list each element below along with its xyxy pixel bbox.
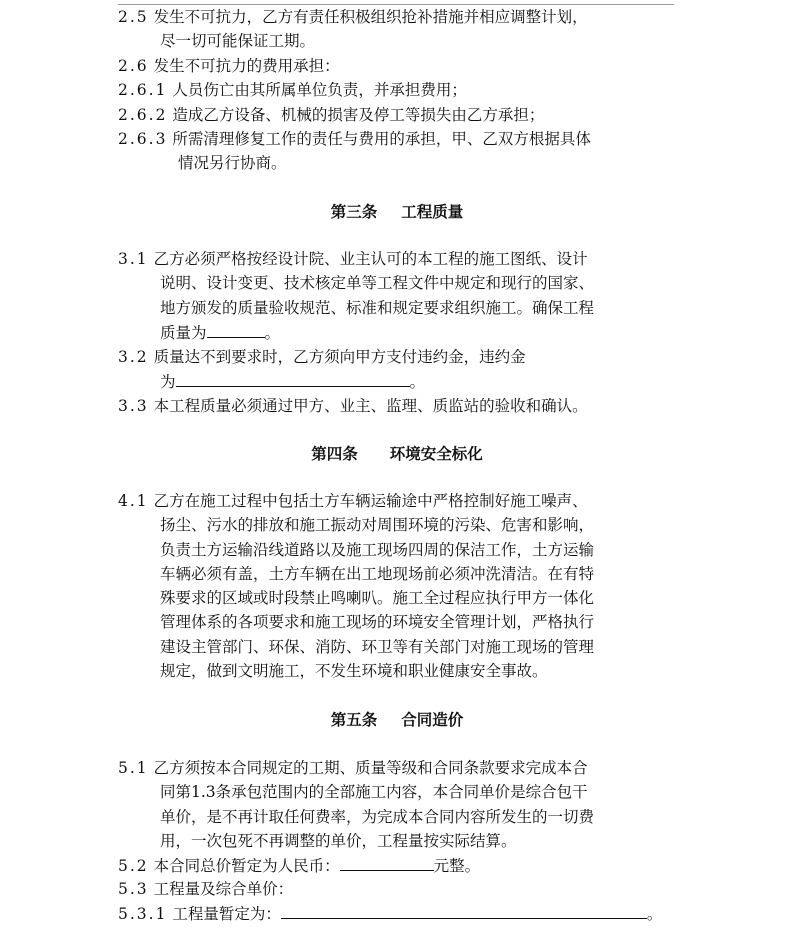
clause-end: 。 xyxy=(409,373,426,392)
clause-2-6-1 xyxy=(118,78,678,102)
heading-article: 第四条 xyxy=(311,445,358,463)
clause-text: 造成乙方设备、机械的损害及停工等损失由乙方承担； xyxy=(172,106,545,124)
clause-text: 乙方在施工过程中包括土方车辆运输途中严格控制好施工噪声、 xyxy=(153,492,588,510)
clause-3-3 xyxy=(118,394,678,418)
clause-number: 3.2 xyxy=(118,348,149,366)
clause-text: 质量为 xyxy=(160,323,207,342)
clause-text: 工程量暂定为： xyxy=(172,905,281,923)
clause-number: 3.1 xyxy=(118,250,149,268)
clause-end: 。 xyxy=(264,323,281,342)
clause-text: 建设主管部门、环保、消防、环卫等有关部门对施工现场的管理 xyxy=(160,637,595,656)
clause-5-3-1 xyxy=(118,901,678,925)
clause-text: 本合同总价暂定为人民币： xyxy=(153,857,340,875)
clause-text: 为 xyxy=(160,373,176,392)
quantity-blank[interactable] xyxy=(281,901,647,919)
clause-4-1 xyxy=(118,489,678,683)
heading-title: 环境安全标化 xyxy=(389,445,483,463)
clause-text: 殊要求的区域或时段禁止鸣喇叭。施工全过程应执行甲方一体化 xyxy=(160,589,595,608)
clause-3-1 xyxy=(118,247,678,344)
penalty-amount-blank[interactable] xyxy=(176,369,410,387)
clause-text: 本工程质量必须通过甲方、业主、监理、质监站的验收和确认。 xyxy=(153,397,588,415)
clause-2-6-3 xyxy=(118,127,678,176)
section-heading-3 xyxy=(0,200,794,224)
clause-number: 5.3 xyxy=(118,880,149,898)
clause-text: 情况另行协商。 xyxy=(178,154,287,173)
clause-number: 2.6 xyxy=(118,57,149,75)
clause-number: 2.6.3 xyxy=(118,130,168,148)
clause-text: 负责土方运输沿线道路以及施工现场四周的保洁工作，土方运输 xyxy=(160,540,595,559)
clause-number: 2.6.2 xyxy=(118,106,168,124)
clause-text: 发生不可抗力的费用承担： xyxy=(153,57,340,75)
quality-level-blank[interactable] xyxy=(207,320,265,338)
heading-article: 第五条 xyxy=(330,711,378,729)
clause-text: 发生不可抗力，乙方有责任积极组织抢补措施并相应调整计划， xyxy=(153,8,588,26)
clause-text: 质量达不到要求时，乙方须向甲方支付违约金，违约金 xyxy=(153,348,526,366)
clause-number: 5.3.1 xyxy=(118,905,168,923)
clause-text: 乙方须按本合同规定的工期、质量等级和合同条款要求完成本合 xyxy=(153,759,588,777)
clause-text: 所需清理修复工作的责任与费用的承担，甲、乙双方根据具体 xyxy=(172,130,591,148)
heading-title: 工程质量 xyxy=(401,203,464,221)
clause-2-5 xyxy=(118,5,678,54)
heading-article: 第三条 xyxy=(330,203,378,221)
section-heading-4 xyxy=(0,442,794,466)
clause-5-3 xyxy=(118,877,678,901)
total-price-blank[interactable] xyxy=(340,853,434,871)
clause-2-6 xyxy=(118,54,678,78)
clause-number: 4.1 xyxy=(118,492,149,510)
clause-3-2 xyxy=(118,345,678,394)
clause-text: 地方颁发的质量验收规范、标准和规定要求组织施工。确保工程 xyxy=(160,298,595,317)
heading-title: 合同造价 xyxy=(401,711,464,729)
clause-text: 人员伤亡由其所属单位负责，并承担费用； xyxy=(172,81,467,99)
clause-2-6-2 xyxy=(118,103,678,127)
clause-number: 2.5 xyxy=(118,8,149,26)
clause-text: 规定，做到文明施工，不发生环境和职业健康安全事故。 xyxy=(160,662,548,681)
clause-number: 5.1 xyxy=(118,759,149,777)
section-heading-5 xyxy=(0,708,794,732)
clause-text: 工程量及综合单价： xyxy=(153,880,294,898)
clause-text: 扬尘、污水的排放和施工振动对周围环境的污染、危害和影响， xyxy=(160,516,595,535)
clause-text: 同第1.3条承包范围内的全部施工内容，本合同单价是综合包干 xyxy=(160,783,588,802)
clause-text: 用，一次包死不再调整的单价，工程量按实际结算。 xyxy=(160,831,517,850)
clause-text: 乙方必须严格按经设计院、业主认可的本工程的施工图纸、设计 xyxy=(153,250,588,268)
clause-text: 单价，是不再计取任何费率，为完成本合同内容所发生的一切费 xyxy=(160,807,595,826)
clause-text: 管理体系的各项要求和施工现场的环境安全管理计划，严格执行 xyxy=(160,613,595,632)
clause-5-1 xyxy=(118,756,678,853)
clause-text: 尽一切可能保证工期。 xyxy=(160,32,316,51)
clause-text: 说明、设计变更、技术核定单等工程文件中规定和现行的国家、 xyxy=(160,274,595,293)
clause-number: 5.2 xyxy=(118,857,149,875)
clause-number: 3.3 xyxy=(118,397,149,415)
clause-number: 2.6.1 xyxy=(118,81,168,99)
clause-end: 。 xyxy=(646,905,663,923)
clause-text: 车辆必须有盖，土方车辆在出工地现场前必须冲洗清洁。在有特 xyxy=(160,564,595,583)
clause-end: 元整。 xyxy=(433,857,481,875)
clause-5-2 xyxy=(118,853,678,877)
